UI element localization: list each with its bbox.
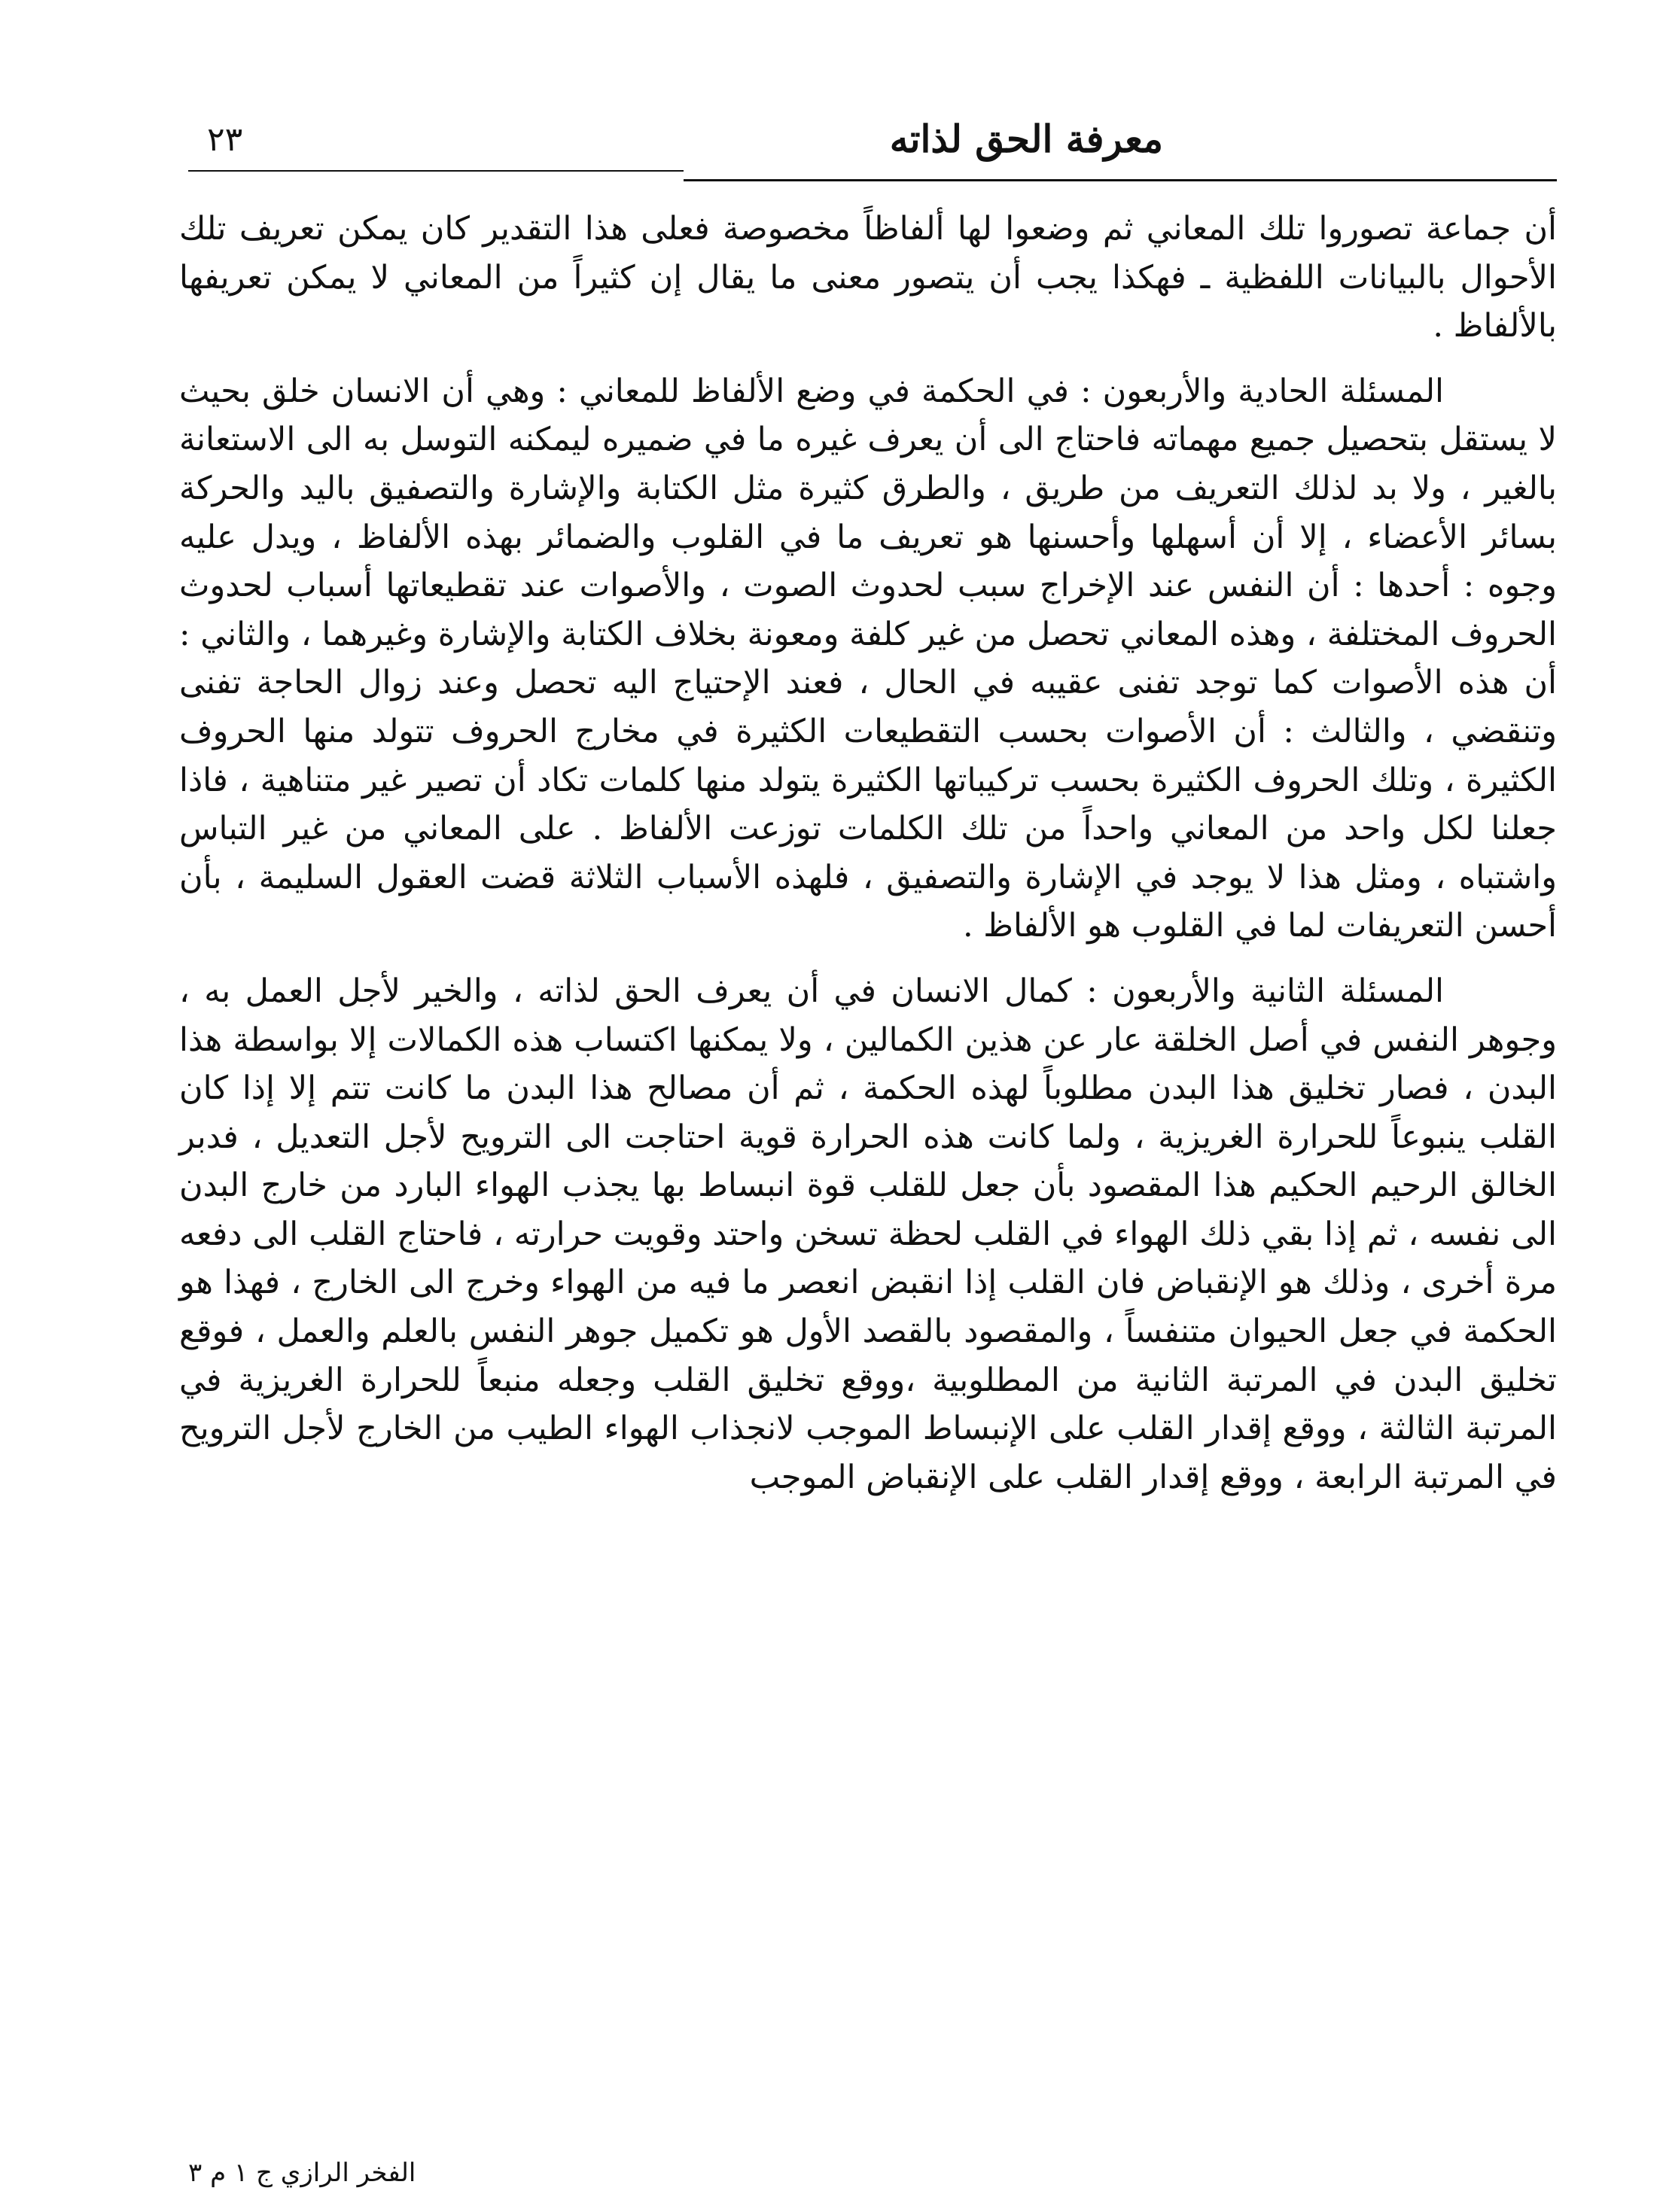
paragraph-continuation: أن جماعة تصوروا تلك المعاني ثم وضعوا لها ألفاظاً مخصوصة فعلى هذا التقدير كان يمكن تعريف تلك الأحوال بالبيانات اللفظية ـ فهكذا يجب أن يتصور معنى ما يقال إن كثيراً من المعاني لا يمكن تعريفها بالألفاظ . xyxy=(179,210,1557,345)
paragraph-gap xyxy=(179,351,1557,367)
paragraph-gap xyxy=(179,951,1557,967)
body-text xyxy=(179,205,1557,1502)
paragraph-question-41: المسئلة الحادية والأربعون : في الحكمة في وضع الألفاظ للمعاني : وهي أن الانسان خلق بحيث لا يستقل بتحصيل جميع مهماته فاحتاج الى أن يعرف غيره ما في ضميره ليمكنه التوسل به الى الاستعانة بالغير ، ولا بد لذلك التعريف من طريق ، والطرق كثيرة مثل الكتابة والإشارة والتصفيق باليد والحركة بسائر الأعضاء ، إلا أن أسهلها وأحسنها هو تعريف ما في القلوب والضمائر بهذه الألفاظ ، ويدل عليه وجوه : أحدها : أن النفس عند الإخراج سبب لحدوث الصوت ، والأصوات عند تقطيعاتها أسباب لحدوث الحروف المختلفة ، وهذه المعاني تحصل من غير كلفة ومعونة بخلاف الكتابة والإشارة وغيرهما ، والثاني : أن هذه الأصوات كما توجد تفنى عقيبه في الحال ، فعند الإحتياج اليه تحصل وعند زوال الحاجة تفنى وتنقضي ، والثالث : أن الأصوات بحسب التقطيعات الكثيرة في مخارج الحروف تتولد منها الحروف الكثيرة ، وتلك الحروف الكثيرة بحسب تركيباتها الكثيرة يتولد منها كلمات تكاد أن تصير غير متناهية ، فاذا جعلنا لكل واحد من المعاني واحداً من تلك الكلمات توزعت الألفاظ . على المعاني من غير التباس واشتباه ، ومثل هذا لا يوجد في الإشارة والتصفيق ، فلهذه الأسباب الثلاثة قضت العقول السليمة ، بأن أحسن التعريفات لما في القلوب هو الألفاظ . xyxy=(179,372,1557,945)
running-header xyxy=(188,113,1555,173)
header-rule-left xyxy=(188,170,684,172)
footer-signature: الفخر الرازي ج ١ م ٣ xyxy=(188,2158,416,2188)
running-title: معرفة الحق لذاته xyxy=(889,117,1163,161)
paragraph-question-42: المسئلة الثانية والأربعون : كمال الانسان في أن يعرف الحق لذاته ، والخير لأجل العمل به ، وجوهر النفس في أصل الخلقة عار عن هذين الكمالين ، ولا يمكنها اكتساب هذه الكمالات إلا بواسطة هذا البدن ، فصار تخليق هذا البدن مطلوباً لهذه الحكمة ، ثم أن مصالح هذا البدن ما كانت تتم إلا إذا كان القلب ينبوعاً للحرارة الغريزية ، ولما كانت هذه الحرارة قوية احتاجت الى الترويح لأجل التعديل ، فدبر الخالق الرحيم الحكيم هذا المقصود بأن جعل للقلب قوة انبساط بها يجذب الهواء البارد من خارج البدن الى نفسه ، ثم إذا بقي ذلك الهواء في القلب لحظة تسخن واحتد وقويت حرارته ، فاحتاج القلب الى دفعه مرة أخرى ، وذلك هو الإنقباض فان القلب إذا انقبض انعصر ما فيه من الهواء وخرج الى الخارج ، فهذا هو الحكمة في جعل الحيوان متنفساً ، والمقصود بالقصد الأول هو تكميل جوهر النفس بالعلم والعمل ، فوقع تخليق البدن في المرتبة الثانية من المطلوبية ،ووقع تخليق القلب وجعله منبعاً للحرارة الغريزية في المرتبة الثالثة ، ووقع إقدار القلب على الإنبساط الموجب لانجذاب الهواء الطيب من الخارج لأجل الترويح في المرتبة الرابعة ، ووقع إقدار القلب على الإنقباض الموجب xyxy=(179,972,1557,1496)
header-rule-right xyxy=(684,179,1557,181)
page-number: ٢٣ xyxy=(207,120,243,159)
